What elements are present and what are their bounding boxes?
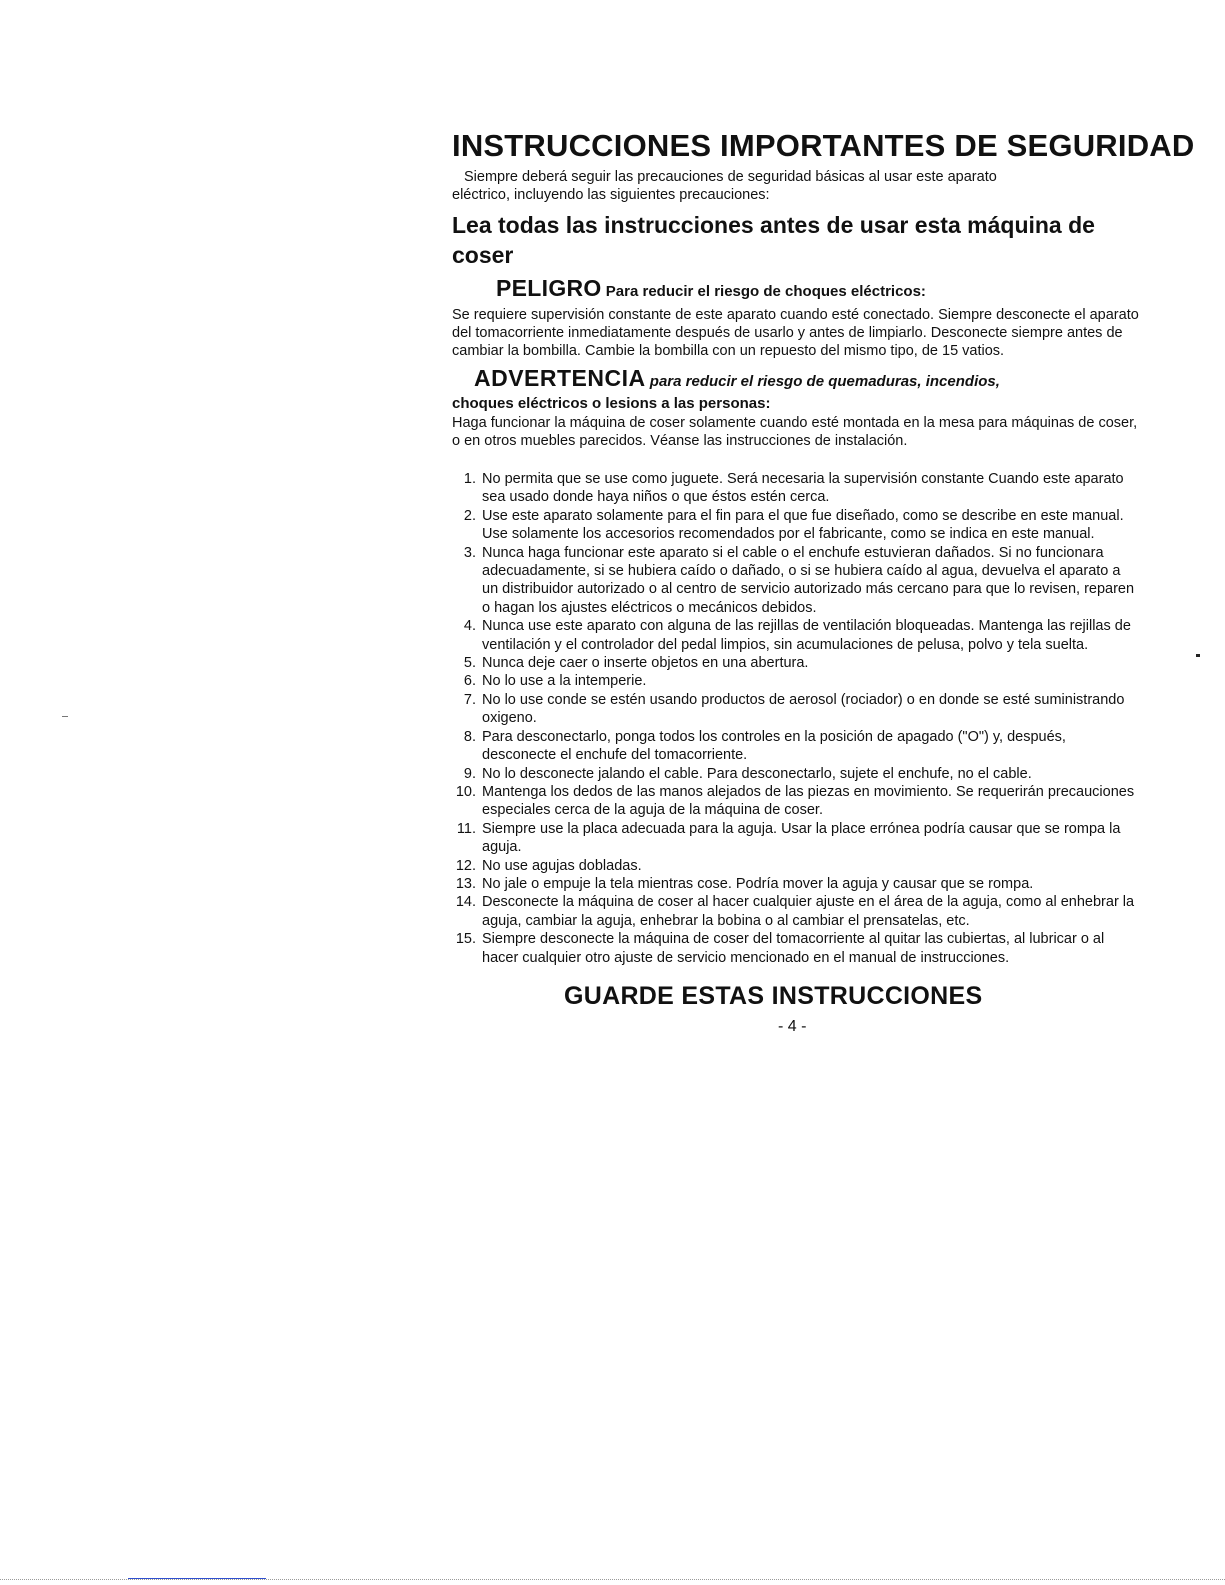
warning-heading (474, 366, 1140, 394)
scan-mark (1196, 654, 1200, 657)
safety-item-number: 3. (463, 544, 476, 561)
safety-item-text: Siempre desconecte la máquina de coser del tomacorriente al quitar las cubiertas, al lubricar o al hacer cualquier otro ajuste de servicio mencionado en el manual de instrucciones. (482, 931, 1105, 966)
safety-item-text: No jale o empuje la tela mientras cose. Podría mover la aguja y causar que se rompa. (482, 875, 1034, 892)
safety-item-number: 13. (455, 875, 476, 892)
safety-item (452, 507, 1140, 544)
safety-item (452, 728, 1140, 765)
page-number: - 4 - (778, 1017, 807, 1035)
safety-item-text: Nunca deje caer o inserte objetos en una abertura. (482, 655, 809, 672)
safety-item-number: 12. (455, 857, 476, 874)
safety-item (452, 820, 1140, 857)
page-title: INSTRUCCIONES IMPORTANTES DE SEGURIDAD (452, 128, 1195, 163)
save-instructions-heading: GUARDE ESTAS INSTRUCCIONES (564, 981, 983, 1010)
safety-item-number: 4. (463, 618, 476, 635)
safety-item (452, 654, 1140, 672)
warning-subheading-line-2: choques eléctricos o lesions a las personas: (452, 395, 771, 412)
safety-item (452, 672, 1140, 690)
warning-word: ADVERTENCIA (474, 365, 646, 391)
read-all-heading: Lea todas las instrucciones antes de usar esta máquina de coser (452, 212, 1095, 268)
safety-item (452, 617, 1140, 654)
safety-item-text: No use agujas dobladas. (482, 857, 642, 874)
safety-item-text: Use este aparato solamente para el fin para el que fue diseñado, como se describe en este manual. Use solamente los accesorios recomendados por el fabricante, como se indica en este manual. (482, 507, 1124, 543)
safety-item-text: Siempre use la placa adecuada para la aguja. Usar la place errónea podría causar que se rompa la aguja. (482, 820, 1121, 856)
safety-item (452, 544, 1140, 618)
safety-item (452, 930, 1140, 967)
safety-item-number: 1. (463, 471, 476, 487)
intro-line-1: Siempre deberá seguir las precauciones de seguridad básicas al usar este aparato (464, 169, 997, 185)
safety-item-text: Mantenga los dedos de las manos alejados de las piezas en movimiento. Se requerirán precauciones especiales cerca de la aguja de la máquina de coser. (482, 783, 1135, 819)
safety-item-number: 10. (455, 783, 476, 800)
safety-item-number: 9. (463, 765, 476, 782)
warning-text: Haga funcionar la máquina de coser solamente cuando esté montada en la mesa para máquinas de coser, o en otros muebles parecidos. Véanse las instrucciones de instalación. (452, 415, 1138, 449)
safety-item-text: No lo desconecte jalando el cable. Para desconectarlo, sujete el enchufe, no el cable. (482, 765, 1032, 782)
safety-item-text: Para desconectarlo, ponga todos los controles en la posición de apagado ("O") y, después, desconecte el enchufe del tomacorriente. (482, 728, 1066, 764)
safety-item (452, 857, 1140, 875)
safety-item-text: No permita que se use como juguete. Será necesaria la supervisión constante Cuando este aparato sea usado donde haya niños o que éstos estén cerca. (482, 471, 1124, 506)
safety-item-number: 2. (463, 507, 476, 524)
safety-item-text: No lo use a la intemperie. (482, 673, 647, 690)
safety-item-number: 15. (455, 931, 476, 948)
safety-item-number: 6. (463, 673, 476, 690)
safety-item (452, 691, 1140, 728)
scan-speck (62, 716, 68, 717)
safety-item-text: No lo use conde se estén usando productos de aerosol (rociador) o en donde se esté suministrando oxigeno. (482, 691, 1125, 727)
safety-list (452, 470, 1140, 967)
warning-subheading: para reducir el riesgo de quemaduras, incendios, (649, 373, 1000, 390)
safety-item-number: 8. (463, 728, 476, 745)
safety-instructions (452, 128, 1195, 1037)
safety-item (452, 875, 1140, 893)
safety-item (452, 470, 1140, 507)
danger-subheading: Para reducir el riesgo de choques eléctricos: (605, 283, 926, 300)
safety-item (452, 783, 1140, 820)
danger-word: PELIGRO (496, 275, 602, 301)
danger-text: Se requiere supervisión constante de este aparato cuando esté conectado. Siempre desconecte el aparato del tomacorriente inmediatamente después de usarlo y antes de limpiarlo. Desconecte siempre antes de cambiar la bombilla. Cambie la bombilla con un repuesto del mismo tipo, de 15 vatios. (452, 307, 1139, 359)
safety-item (452, 765, 1140, 783)
safety-item-text: Desconecte la máquina de coser al hacer cualquier ajuste en el área de la aguja, como al enhebrar la aguja, cambiar la aguja, enhebrar la bobina o al cambiar el prensatelas, etc. (482, 894, 1135, 929)
safety-item-number: 7. (463, 691, 476, 708)
safety-item-text: Nunca use este aparato con alguna de las rejillas de ventilación bloqueadas. Mantenga las rejillas de ventilación y el controlador del pedal limpios, sin acumulaciones de pelusa, polvo y tela suelta. (482, 618, 1131, 653)
safety-item-number: 14. (455, 894, 476, 911)
intro-line-2: eléctrico, incluyendo las siguientes precauciones: (452, 187, 770, 203)
safety-item-text: Nunca haga funcionar este aparato si el cable o el enchufe estuvieran dañados. Si no funcionara adecuadamente, si se hubiera caído o dañado, o si se hubiera caído al agua, devuelva el aparato a un distribuidor autorizado o al centro de servicio autorizado más cercano para que lo revisen, reparen o hagan los ajustes eléctricos o mecánicos debidos. (482, 544, 1135, 616)
safety-item-number: 5. (463, 655, 476, 672)
bottom-divider (0, 1579, 1225, 1580)
intro-paragraph (452, 168, 1140, 204)
bottom-link-underline (128, 1578, 266, 1579)
safety-item-number: 11. (456, 820, 476, 837)
danger-heading (496, 276, 1140, 304)
safety-item (452, 893, 1140, 930)
